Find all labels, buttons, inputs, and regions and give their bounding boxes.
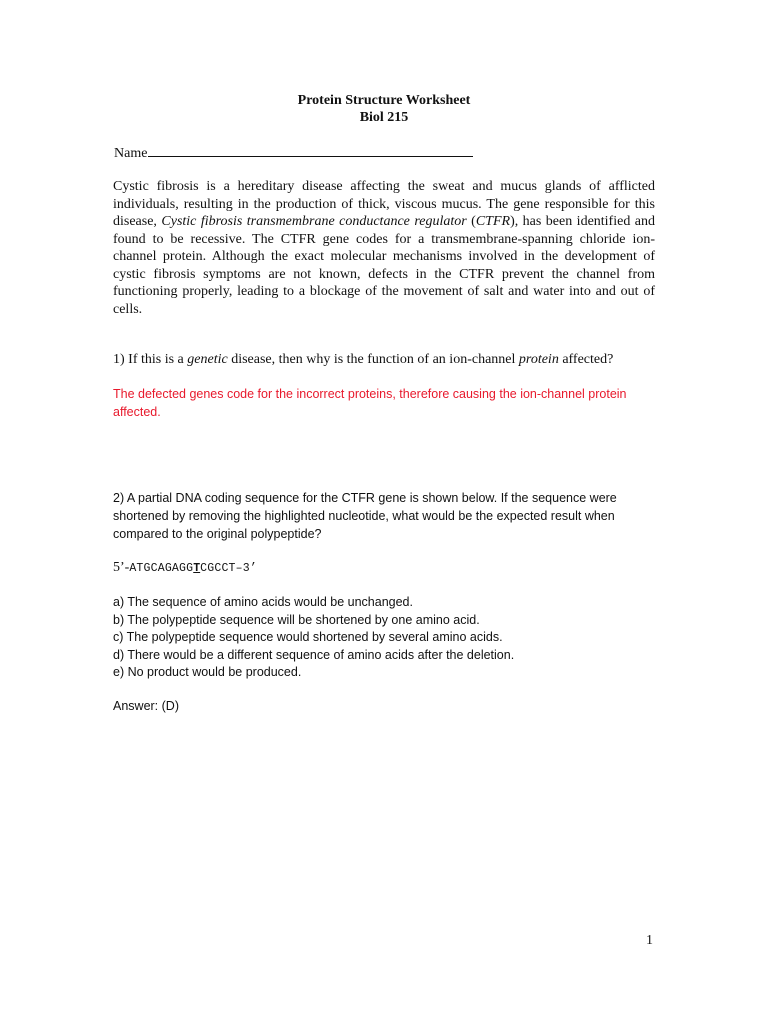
highlighted-nucleotide: T [193,562,201,575]
question-1-word-protein: protein [518,352,559,367]
sequence-before: ATGCAGAGG [129,562,194,575]
course-title: Biol 215 [359,110,409,125]
sequence-after: CGCCT [200,562,236,575]
question-1-word-genetic: genetic [187,352,228,367]
intro-text-3: ), has been identified and found to be recessive. The CTFR gene codes for a transmembrane-spanning chloride ion-channel protein. Although the exact molecular mechanisms involved in the development of cystic fibrosis symptoms are not known, defects in the CTFR prevent the channel from functioning properly, leading to a blockage of the movement of salt and water into and out of cells. [113,214,655,317]
question-2: 2) A partial DNA coding sequence for the CTFR gene is shown below. If the sequence were shortened by removing the highlighted nucleotide, what would be the expected result when compared to the original polypeptide? [113,491,617,541]
name-blank-line [148,144,473,157]
intro-text-2: ( [466,214,476,229]
sequence-prefix: 5’- [113,560,130,575]
worksheet-title: Protein Structure Worksheet [297,93,471,108]
option-e: e) No product would be produced. [113,665,302,679]
question-1-part-3: affected? [558,352,614,367]
name-label: Name [114,146,148,161]
gene-name: Cystic fibrosis transmembrane conductance regulator [161,214,467,229]
question-1-part-2: disease, then why is the function of an ion-channel [227,352,519,367]
question-1 [113,351,673,368]
intro-text-1: Cystic fibrosis is a hereditary disease affecting the sweat and mucus glands of afflicted individuals, resulting in the production of thick, viscous mucus. The gene responsible for this disease, [113,179,655,229]
page-number: 1 [646,933,653,948]
option-b: b) The polypeptide sequence will be shortened by one amino acid. [113,612,480,627]
option-d: d) There would be a different sequence of amino acids after the deletion. [113,647,515,662]
question-1-answer: The defected genes code for the incorrect proteins, therefore causing the ion-channel protein affected. [113,387,627,419]
option-c: c) The polypeptide sequence would shortened by several amino acids. [113,630,503,644]
name-field [114,144,473,162]
sequence-suffix: –3’ [235,562,257,575]
intro-paragraph [113,178,655,318]
question-1-part-1: 1) If this is a [113,352,188,367]
option-a: a) The sequence of amino acids would be unchanged. [113,595,413,609]
question-2-answer: Answer: (D) [113,699,179,713]
answer-options [113,594,633,682]
gene-abbr: CTFR [475,214,511,229]
dna-sequence [113,559,257,577]
